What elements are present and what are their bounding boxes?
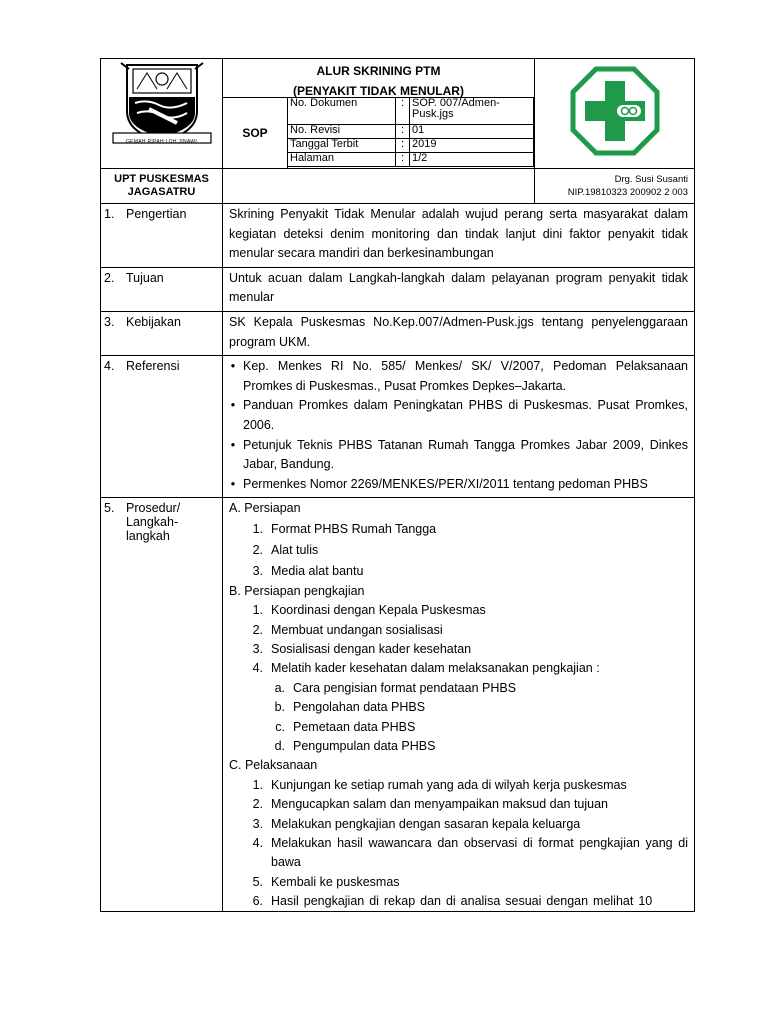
section-row-kebijakan — [101, 311, 695, 355]
list-item: 1. Koordinasi dengan Kepala Puskesmas — [252, 603, 486, 618]
section-label: Tujuan — [126, 270, 164, 285]
list-item: 2. Alat tulis — [252, 542, 319, 557]
list-item: 6. Hasil pengkajian di rekap dan di analisa sesuai dengan melihat 10 — [252, 894, 653, 909]
sop-document — [100, 58, 694, 912]
section-label-cell — [101, 204, 223, 268]
section-label: Pengertian — [126, 207, 187, 221]
section-label: Referensi — [126, 359, 180, 374]
org-line-2: JAGASATRU — [127, 186, 196, 198]
list-item: • Panduan Promkes dalam Peningkatan PHBS di Puskesmas. Pusat Promkes, 2006. — [223, 396, 688, 435]
list-item: 1. Format PHBS Rumah Tangga — [252, 521, 437, 536]
sub-list-item: b. Pengolahan data PHBS — [274, 700, 426, 715]
organization-name — [101, 169, 223, 204]
puskesmas-cross-icon — [569, 65, 661, 157]
list-item: 2. Mengucapkan salam dan menyampaikan maksud dan tujuan — [252, 797, 609, 812]
content-table — [100, 203, 695, 912]
section-label-cell — [101, 498, 223, 912]
field-sep: : — [396, 152, 410, 166]
org-line-1: UPT PUSKESMAS — [114, 173, 209, 185]
list-item: 2. Membuat undangan sosialisasi — [252, 622, 443, 637]
field-row — [288, 124, 534, 138]
doc-info-area — [223, 98, 534, 168]
field-value: 01 — [410, 124, 534, 138]
section-number: 2. — [104, 270, 115, 285]
field-label: Halaman — [288, 152, 396, 166]
list-item: 1. Kunjungan ke setiap rumah yang ada di wilyah kerja puskesmas — [252, 777, 627, 792]
field-row — [288, 152, 534, 166]
section-number: 1. — [104, 207, 115, 221]
field-row — [288, 98, 534, 125]
section-row-pengertian — [101, 204, 695, 268]
section-label-cell — [101, 356, 223, 498]
section-label: Prosedur/ Langkah- langkah — [126, 501, 181, 544]
signer-name: Drg. Susi Susanti — [614, 174, 688, 185]
subsection-title: C. Pelaksanaan — [229, 758, 318, 773]
field-label: No. Revisi — [288, 124, 396, 138]
signature-block — [535, 169, 695, 204]
bullet-icon: • — [230, 437, 236, 452]
section-row-prosedur — [101, 498, 695, 912]
section-number: 3. — [104, 314, 115, 329]
sop-label: SOP — [223, 98, 288, 168]
section-label: Kebijakan — [126, 314, 181, 329]
section-text: Skrining Penyakit Tidak Menular adalah wujud perang serta masyarakat dalam kegiatan deteksi denim monitoring dan tindak lanjut dini faktor penyakit tidak menular secara mandiri dan berkesinambungan — [223, 204, 695, 268]
section-row-referensi — [101, 356, 695, 498]
doc-fields-table — [287, 97, 534, 167]
field-label: Tanggal Terbit — [288, 138, 396, 152]
section-label-cell — [101, 267, 223, 311]
sub-list-item: a. Cara pengisian format pendataan PHBS — [274, 680, 517, 695]
list-item: 3. Media alat bantu — [252, 563, 364, 578]
signer-nip: NIP.19810323 200902 2 003 — [567, 187, 688, 198]
field-label: No. Dokumen — [288, 98, 396, 125]
document-title — [223, 59, 534, 98]
list-item: • Permenkes Nomor 2269/MENKES/PER/XI/2011 tentang pedoman PHBS — [223, 475, 688, 495]
list-item: 5. Kembali ke puskesmas — [252, 874, 400, 889]
sub-list-item: c. Pemetaan data PHBS — [275, 719, 416, 734]
sub-list-item: d. Pengumpulan data PHBS — [274, 738, 436, 753]
field-sep: : — [396, 124, 410, 138]
field-sep: : — [396, 98, 410, 125]
reference-list — [223, 356, 695, 498]
list-item: 4. Melatih kader kesehatan dalam melaksanakan pengkajian : — [252, 661, 600, 676]
field-value: SOP. 007/Admen-Pusk.jgs — [410, 98, 534, 125]
puskesmas-logo-cell — [535, 59, 695, 169]
list-item: • Petunjuk Teknis PHBS Tatanan Rumah Tangga Promkes Jabar 2009, Dinkes Jabar, Bandung. — [223, 436, 688, 475]
field-value: 1/2 — [410, 152, 534, 166]
field-value: 2019 — [410, 138, 534, 152]
empty-cell — [223, 169, 535, 204]
field-row — [288, 138, 534, 152]
section-text: SK Kepala Puskesmas No.Kep.007/Admen-Pusk.jgs tentang penyelenggaraan program UKM. — [223, 311, 695, 355]
section-number: 4. — [104, 359, 115, 374]
title-and-doc-cell — [223, 59, 535, 169]
logo-motto: GEMAH RIPAH LOH JINAWI — [125, 139, 198, 145]
list-item: • Kep. Menkes RI No. 585/ Menkes/ SK/ V/2007, Pedoman Pelaksanaan Promkes di Puskesmas., Pusat Promkes Depkes–Jakarta. — [223, 357, 688, 396]
bullet-icon: • — [230, 398, 236, 413]
procedure-steps — [223, 498, 695, 912]
section-row-tujuan — [101, 267, 695, 311]
list-item: 3. Melakukan pengkajian dengan sasaran kepala keluarga — [252, 816, 581, 831]
regency-emblem-icon — [107, 61, 217, 149]
doc-fields — [288, 98, 534, 168]
header-table — [100, 58, 695, 204]
section-text: Untuk acuan dalam Langkah-langkah dalam pelayanan program penyakit tidak menular — [223, 267, 695, 311]
list-item: 4. Melakukan hasil wawancara dan observasi di format pengkajian yang di bawa — [252, 836, 688, 870]
field-sep: : — [396, 138, 410, 152]
subsection-title: B. Persiapan pengkajian — [229, 583, 365, 598]
bullet-icon: • — [230, 476, 236, 491]
subsection-title: A. Persiapan — [229, 501, 301, 516]
title-line-1: ALUR SKRINING PTM — [316, 64, 441, 78]
title-line-2: (PENYAKIT TIDAK MENULAR) — [293, 84, 464, 98]
section-label-cell — [101, 311, 223, 355]
list-item: 3. Sosialisasi dengan kader kesehatan — [252, 641, 472, 656]
section-number: 5. — [104, 501, 115, 516]
regency-logo-cell — [101, 59, 223, 169]
bullet-icon: • — [230, 359, 236, 374]
